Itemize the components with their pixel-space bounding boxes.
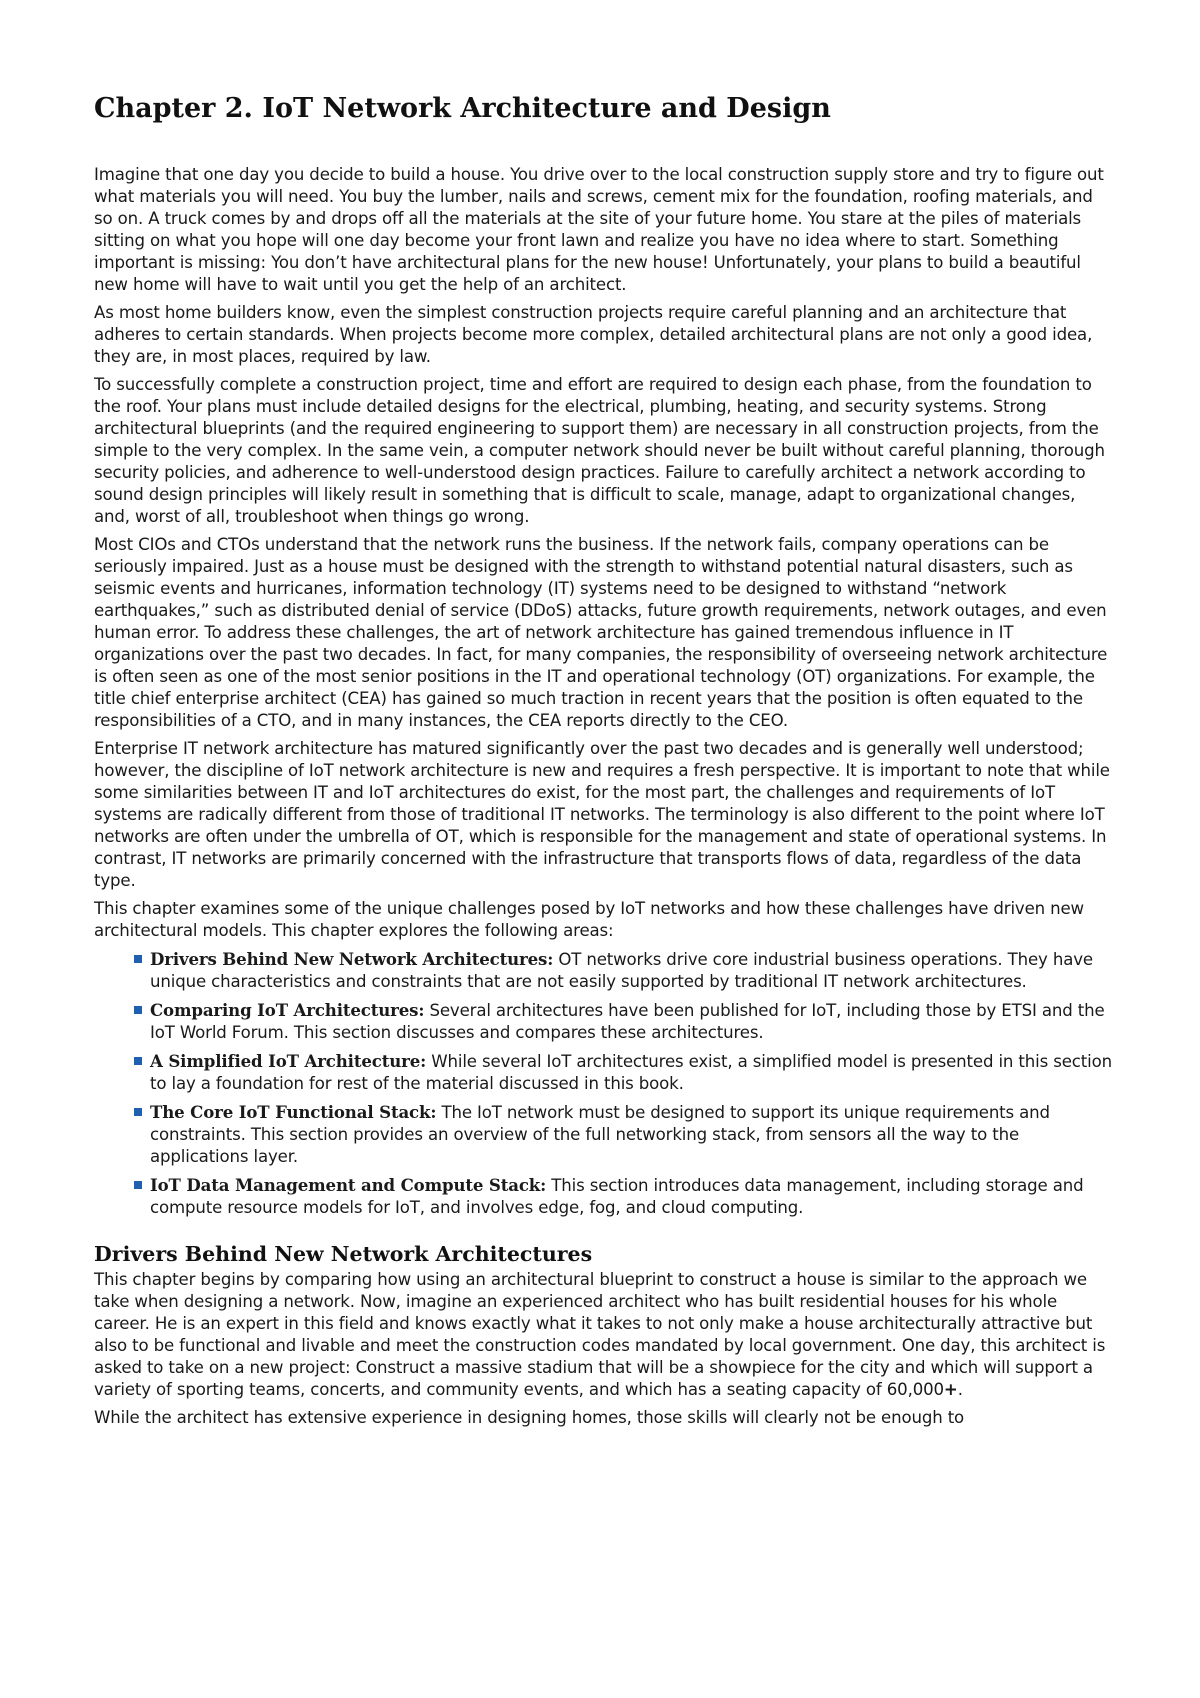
intro-paragraph-3: To successfully complete a construction project, time and effort are required to design each phase, from the foundation to the roof. Your plans must include detailed designs for the electrical, plumbing, heating, and security systems. Strong architectural blueprints (and the required engineering to support them) are necessary in all construction projects, from the simple to the very complex. In the same vein, a computer network should never be built without careful planning, thorough security policies, and adherence to well-understood design practices. Failure to carefully architect a network according to sound design principles will likely result in something that is difficult to scale, manage, adapt to organizational changes, and, worst of all, troubleshoot when things go wrong. <box>94 374 1105 526</box>
list-item <box>134 1174 1114 1219</box>
square-bullet-icon <box>134 1181 142 1189</box>
square-bullet-icon <box>134 1057 142 1065</box>
section-heading: Drivers Behind New Network Architectures <box>94 1241 593 1266</box>
section-paragraph-1-end: . <box>957 1380 963 1400</box>
intro-paragraph-1: Imagine that one day you decide to build a house. You drive over to the local construction supply store and try to figure out what materials you will need. You buy the lumber, nails and screws, cement mix for the foundation, roofing materials, and so on. A truck comes by and drops off all the materials at the site of your future home. You stare at the piles of materials sitting on what you hope will one day become your front lawn and realize you have no idea where to start. Something important is missing: You don’t have architectural plans for the new house! Unfortunately, your plans to build a beautiful new home will have to wait until you get the help of an architect. <box>94 164 1104 294</box>
intro-paragraph-5: Enterprise IT network architecture has matured significantly over the past two decades and is generally well understood; however, the discipline of IoT network architecture is new and requires a fresh perspective. It is important to note that while some similarities between IT and IoT architectures do exist, for the most part, the challenges and requirements of IoT systems are radically different from those of traditional IT networks. The terminology is also different to the point where IoT networks are often under the umbrella of OT, which is responsible for the management and state of operational systems. In contrast, IT networks are primarily concerned with the infrastructure that transports flows of data, regardless of the data type. <box>94 738 1110 890</box>
list-item <box>134 1101 1114 1168</box>
intro-paragraph-2: As most home builders know, even the simplest construction projects require careful planning and an architecture that adheres to certain standards. When projects become more complex, detailed architectural plans are not only a good idea, they are, in most places, required by law. <box>94 302 1093 366</box>
bullet-text: The IoT network must be designed to support its unique requirements and constraints. This section provides an overview of the full networking stack, from sensors all the way to the applications layer. <box>150 1102 1050 1166</box>
square-bullet-icon <box>134 955 142 963</box>
bullet-text: While several IoT architectures exist, a simplified model is presented in this section to lay a foundation for rest of the material discussed in this book. <box>150 1051 1112 1093</box>
bullet-term: A Simplified IoT Architecture: <box>150 1050 427 1071</box>
intro-paragraph-4: Most CIOs and CTOs understand that the network runs the business. If the network fails, company operations can be seriously impaired. Just as a house must be designed with the strength to withstand potential natural disasters, such as seismic events and hurricanes, information technology (IT) systems need to be designed to withstand “network earthquakes,” such as distributed denial of service (DDoS) attacks, future growth requirements, network outages, and even human error. To address these challenges, the art of network architecture has gained tremendous influence in IT organizations over the past two decades. In fact, for many companies, the responsibility of overseeing network architecture is often seen as one of the most senior positions in the IT and operational technology (OT) organizations. For example, the title chief enterprise architect (CEA) has gained so much traction in recent years that the position is often equated to the responsibilities of a CTO, and in many instances, the CEA reports directly to the CEO. <box>94 534 1108 730</box>
list-item <box>134 948 1114 993</box>
bullet-text: OT networks drive core industrial business operations. They have unique characteristics and constraints that are not easily supported by traditional IT network architectures. <box>150 949 1093 991</box>
bullet-text: Several architectures have been published for IoT, including those by ETSI and the IoT World Forum. This section discusses and compares these architectures. <box>150 1000 1105 1042</box>
square-bullet-icon <box>134 1006 142 1014</box>
list-item <box>134 999 1114 1044</box>
bullet-term: IoT Data Management and Compute Stack: <box>150 1174 547 1195</box>
chapter-title: Chapter 2. IoT Network Architecture and Design <box>94 93 831 124</box>
chapter-topics-list <box>94 948 1114 1219</box>
intro-paragraph-6: This chapter examines some of the unique challenges posed by IoT networks and how these challenges have driven new architectural models. This chapter explores the following areas: <box>94 898 1084 940</box>
section-paragraph-1-text: This chapter begins by comparing how using an architectural blueprint to construct a house is similar to the approach we take when designing a network. Now, imagine an experienced architect who has built residential houses for his whole career. He is an expert in this field and knows exactly what it takes to not only make a house architecturally attractive but also to be functional and livable and meet the construction codes mandated by local government. One day, this architect is asked to take on a new project: Construct a massive stadium that will be a showpiece for the city and which will support a variety of sporting teams, concerts, and community events, and which has a seating capacity of 60,000 <box>94 1270 1106 1400</box>
section-paragraph-1-bold: + <box>943 1380 958 1400</box>
bullet-term: The Core IoT Functional Stack: <box>150 1101 437 1122</box>
section-paragraph-2: While the architect has extensive experience in designing homes, those skills will clearly not be enough to <box>94 1408 965 1428</box>
square-bullet-icon <box>134 1108 142 1116</box>
list-item <box>134 1050 1114 1095</box>
bullet-term: Drivers Behind New Network Architectures: <box>150 948 554 969</box>
bullet-term: Comparing IoT Architectures: <box>150 999 425 1020</box>
bullet-text: This section introduces data management, including storage and compute resource models for IoT, and involves edge, fog, and cloud computing. <box>150 1175 1084 1217</box>
section-paragraph-1 <box>94 1269 1114 1401</box>
document-page <box>94 92 1114 1435</box>
